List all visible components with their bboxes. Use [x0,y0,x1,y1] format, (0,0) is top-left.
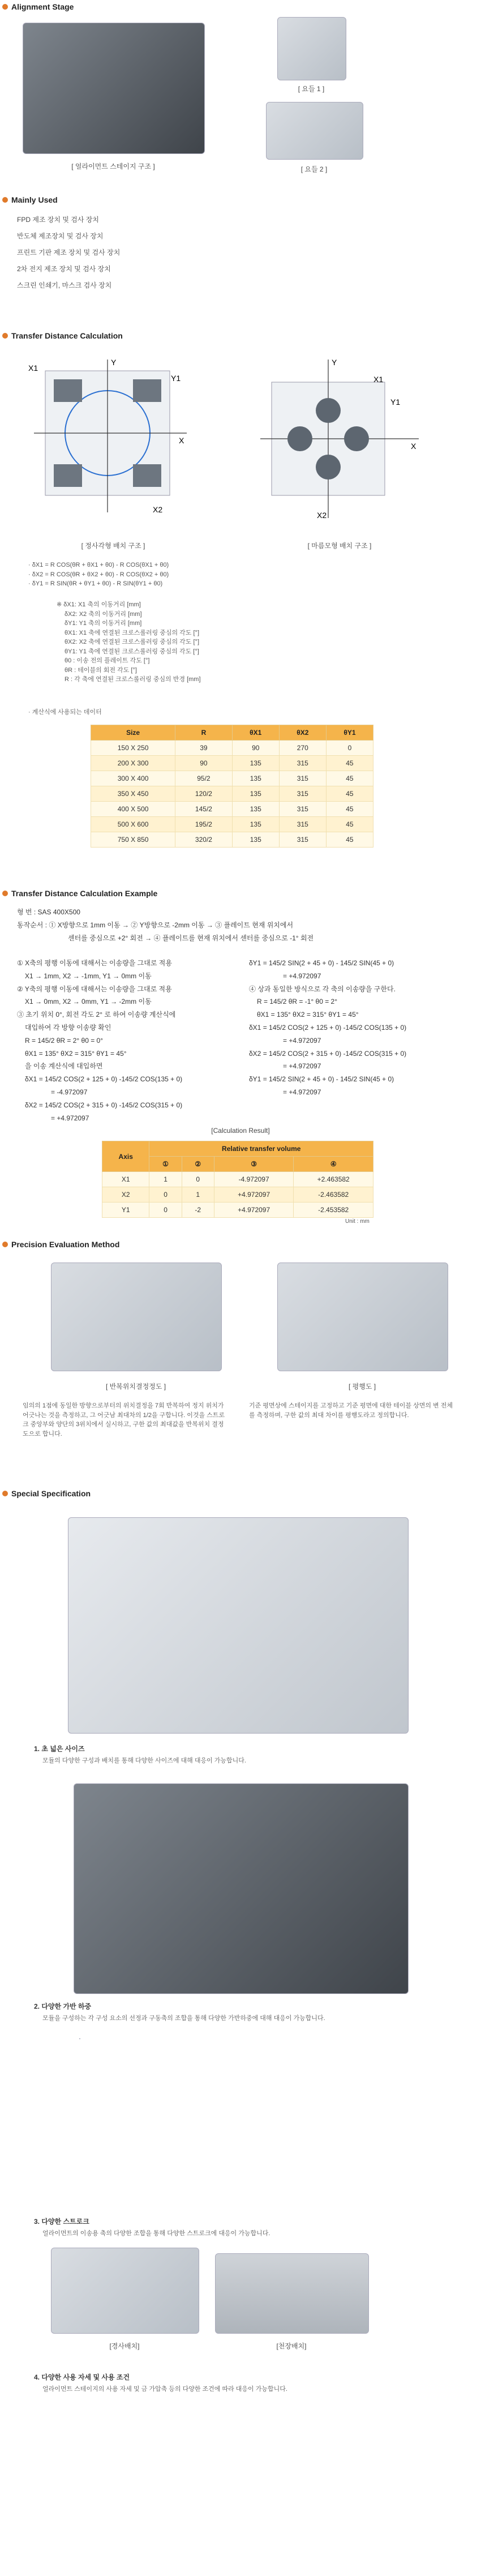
example-title: Transfer Distance Calculation Example [11,889,158,898]
module-top [316,398,341,423]
alignment-title: Alignment Stage [11,2,74,11]
result-step-header: ① [149,1157,182,1172]
calc-line: ④ 상과 동일한 방식으로 각 축의 이송량을 구한다. [249,985,396,993]
table-row: 350 X 450 120/2 135 315 45 [91,786,373,802]
legend-line: δY1: Y1 축의 이동거리 [mm] [65,620,142,627]
large-frame-image [68,1517,409,1734]
parallelism-caption: [ 평행도 ] [348,1383,376,1390]
bullet-icon [2,891,8,896]
stroke-stage-image [79,2038,80,2039]
bullet-icon [2,1242,8,1247]
item2-text: 모듈을 구성하는 각 구성 요소의 선정과 구동축의 조합을 통해 다양한 가반하중에 대해 대응이 가능합니다. [42,2015,325,2022]
legend-line: θX2: X2 축에 연결된 크로스롤러링 중심의 각도 [°] [65,639,200,645]
table-row: 300 X 400 95/2 135 315 45 [91,771,373,786]
y1-label: Y1 [390,397,401,406]
calc-line: δX2 = 145/2 COS(2 + 315 + 0) -145/2 COS(315 + 0) [249,1049,407,1058]
transfer-heading [0,331,481,340]
result-title: [Calculation Result] [211,1127,270,1135]
special-heading [0,1489,481,1498]
calc-line: = +4.972097 [283,972,321,980]
module-block [54,464,82,487]
model-line: 형 번 : SAS 400X500 [17,908,80,916]
item2-title: 2. 다양한 가반 하중 [34,2002,92,2010]
list-item: 반도체 제조장치 및 검사 장치 [17,232,104,240]
module-left [287,426,312,451]
formula-block [28,560,169,589]
module-right [344,426,369,451]
table-row: 400 X 500 145/2 135 315 45 [91,802,373,817]
transfer-section [0,331,481,844]
special-title: Special Specification [11,1489,91,1498]
calc-line: ② Y축의 평행 이동에 대해서는 이송량을 그대로 적용 [17,985,172,993]
motion-line: 동작순서 : ① X방향으로 1mm 이동 → ② Y방향으로 -2mm 이동 → ③ 플레이트 현재 위치에서 [17,921,294,929]
calc-line: = +4.972097 [283,1036,321,1045]
list-item: FPD 제조 장치 및 검사 장치 [17,216,99,224]
result-table [102,1141,373,1218]
item4-title: 4. 다양한 사용 자세 및 사용 조건 [34,2373,130,2381]
legend-line: R : 각 축에 연결된 크로스롤러링 중심의 반경 [mm] [65,676,201,683]
calc-line: δY1 = 145/2 SIN(2 + 45 + 0) - 145/2 SIN(45 + 0) [249,1075,394,1084]
result-row: X2 0 1 +4.972097 -2.463582 [102,1187,373,1203]
formula-line: · δY1 = R SIN(θR + θY1 + θ0) - R SIN(θY1 + θ0) [28,580,163,587]
table-row: 500 X 600 195/2 135 315 45 [91,817,373,832]
alignment-caption-main: [ 얼라이먼트 스테이지 구조 ] [71,162,155,170]
bullet-icon [2,197,8,203]
formula-line: · δX1 = R COS(θR + θX1 + θ0) - R COS(θX1 + θ0) [28,562,169,568]
diamond-layout-diagram [249,348,430,535]
calc-line: δY1 = 145/2 SIN(2 + 45 + 0) - 145/2 SIN(45 + 0) [249,959,394,967]
x1-label: X1 [373,375,384,384]
list-item: 프린트 기판 제조 장치 및 검사 장치 [17,249,121,256]
calc-line: = -4.972097 [51,1088,88,1096]
table-header: θX2 [279,725,326,741]
calc-line: = +4.972097 [51,1114,89,1122]
legend-block [57,600,201,684]
ceiling-caption: [천장배치] [276,2342,307,2350]
mainly-used-title: Mainly Used [11,195,58,204]
inclined-caption: [경사배치] [109,2342,140,2350]
special-section [0,1489,481,2393]
module2-image [266,102,363,160]
formula-line: · δX2 = R COS(θR + θX2 + θ0) - R COS(θX2 + θ0) [28,571,169,578]
square-layout-caption: [ 정사각형 배치 구조 ] [81,542,145,550]
legend-line: θR : 테이블의 회전 각도 [°] [65,666,137,674]
inclined-layout-image [51,2248,199,2334]
result-axis-header: Axis [102,1141,149,1172]
module-block [133,379,161,402]
table-row: 200 X 300 90 135 315 45 [91,756,373,771]
repeatability-image [51,1263,222,1371]
bullet-icon [2,1491,8,1496]
motion-line: 센터를 중심으로 +2° 회전 → ④ 플레이트를 현재 위치에서 센터를 중심으로 -1° 회전 [68,934,314,942]
x2-label: X2 [153,505,163,514]
table-header: R [175,725,233,741]
module-block [54,379,82,402]
module-bottom [316,455,341,480]
table-header: θX1 [232,725,279,741]
bullet-icon [2,333,8,339]
result-group-header: Relative transfer volume [149,1141,373,1157]
calc-line: δX1 = 145/2 COS(2 + 125 + 0) -145/2 COS(135 + 0) [249,1023,407,1032]
y-label: Y [332,358,337,367]
alignment-stage-image [23,23,205,154]
calc-line: θX1 = 135° θX2 = 315° θY1 = 45° [257,1011,359,1019]
y-label: Y [111,358,117,367]
item4-text: 얼라이먼트 스테이지의 사용 자세 및 금 가압축 등의 다양한 조건에 따라 대응이 가능합니다. [42,2386,287,2393]
result-step-header: ② [182,1157,214,1172]
mainly-used-list [0,215,481,290]
calc-line: 을 이송 계산식에 대입하면 [25,1062,103,1071]
item3-title: 3. 다양한 스트로크 [34,2218,89,2226]
calc-line: ① X축의 평행 이동에 대해서는 이송량을 그대로 적용 [17,959,172,967]
calc-line: = +4.972097 [283,1088,321,1096]
calc-right [249,957,470,1099]
table-note: · 계산식에 사용되는 데이터 [28,709,102,716]
module-block [133,464,161,487]
legend-line: ※ δX1: X1 축의 이동거리 [mm] [57,601,141,608]
module1-caption: [ 요들 1 ] [298,85,325,93]
table-row: 150 X 250 39 90 270 0 [91,741,373,756]
precision-title: Precision Evaluation Method [11,1240,120,1249]
example-section [0,889,481,1225]
parameter-table [91,725,373,848]
calc-line: δX1 = 145/2 COS(2 + 125 + 0) -145/2 COS(135 + 0) [25,1075,183,1084]
calc-line: X1 → 0mm, X2 → 0mm, Y1 → -2mm 이동 [25,998,152,1006]
bullet-icon [2,4,8,10]
x-label: X [411,442,416,451]
example-heading [0,889,481,898]
precision-section [0,1240,481,1437]
calc-line: R = 145/2 θR = -1° θ0 = 2° [257,998,338,1006]
x-label: X [179,436,184,445]
calc-line: = +4.972097 [283,1062,321,1071]
module2-caption: [ 요들 2 ] [300,165,328,173]
calc-line: X1 → 1mm, X2 → -1mm, Y1 → 0mm 이동 [25,972,152,980]
unit-note: Unit : mm [345,1218,370,1225]
legend-line: θX1: X1 축에 연결된 크로스롤러링 중심의 각도 [°] [65,629,200,636]
result-step-header: ④ [294,1157,373,1172]
calc-line: θX1 = 135° θX2 = 315° θY1 = 45° [25,1049,127,1058]
legend-line: θ0 : 이송 전의 플레이트 각도 [°] [65,657,150,664]
list-item: 스크린 인쇄기, 마스크 검사 장치 [17,281,112,289]
table-row: 750 X 850 320/2 135 315 45 [91,832,373,848]
item3-text: 얼라이먼트의 이송용 축의 다양한 조합을 통해 다양한 스트로크에 대응이 가능합니다. [42,2230,270,2237]
calc-line: δX2 = 145/2 COS(2 + 315 + 0) -145/2 COS(315 + 0) [25,1101,183,1109]
parallelism-image [277,1263,448,1371]
item1-text: 모듈의 다양한 구성과 배치를 통해 다양한 사이즈에 대해 대응이 가능합니다. [42,1757,246,1764]
repeatability-caption: [ 반복위치결정정도 ] [105,1383,166,1390]
table-header: Size [91,725,175,741]
calc-left [17,957,243,1124]
mainly-used-heading [0,195,481,204]
result-step-header: ③ [214,1157,294,1172]
parallelism-text: 기준 평면상에 스테이지를 고정하고 기준 평면에 대한 테이블 상면의 변 전체를 측정하며, 구한 값의 최대 차이를 평행도라고 정의합니다. [249,1402,453,1419]
precision-heading [0,1240,481,1249]
ceiling-layout-image [215,2253,369,2334]
calc-line: ③ 초기 위치 0°, 회전 각도 2° 로 하여 이송량 계산식에 [17,1011,176,1019]
calc-line: R = 145/2 θR = 2° θ0 = 0° [25,1036,104,1045]
result-row: X1 1 0 -4.972097 +2.463582 [102,1172,373,1187]
x2-label: X2 [317,511,327,520]
x1-label: X1 [28,363,38,373]
y1-label: Y1 [171,374,181,383]
transfer-title: Transfer Distance Calculation [11,331,123,340]
alignment-heading [0,2,74,11]
table-header: θY1 [326,725,373,741]
example-intro [17,906,313,944]
item1-title: 1. 초 넓은 사이즈 [34,1745,85,1753]
module1-image [277,17,346,80]
list-item: 2차 전지 제조 장치 및 검사 장치 [17,265,111,273]
legend-line: θY1: Y1 축에 연결된 크로스롤러링 중심의 각도 [°] [65,648,199,655]
multi-module-image [74,1783,409,1994]
diamond-layout-caption: [ 마름모형 배치 구조 ] [307,542,372,550]
calc-line: 대입하여 각 방향 이송량 확인 [25,1023,111,1032]
repeatability-text: 임의의 1점에 동일한 방향으로부터의 위치결정을 7회 반복하여 정지 위치가 어긋나는 것을 측정하고, 그 어긋남 최대차의 1/2을 구합니다. 이것을 스트로크 중앙부와 양단의 3위치에서 실시하고, 구한 값의 최대값을 반복위치 결정도으로 합니다. [23,1402,225,1437]
legend-line: δX2: X2 축의 이동거리 [mm] [65,610,142,618]
mainly-used-section [0,195,481,297]
square-layout-diagram [23,348,198,535]
result-row: Y1 0 -2 +4.972097 -2.453582 [102,1203,373,1218]
